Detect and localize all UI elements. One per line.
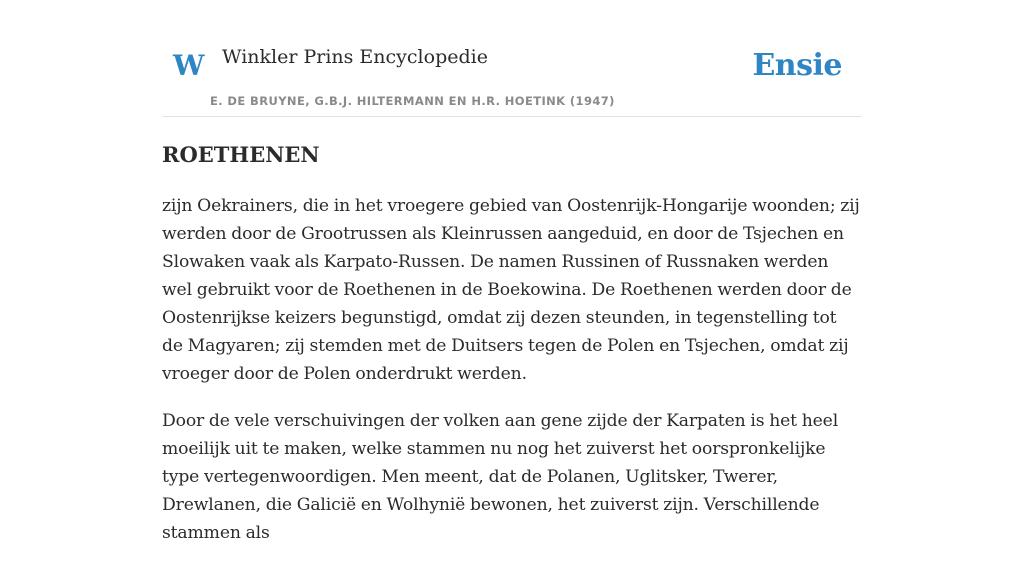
source-authors: E. DE BRUYNE, G.B.J. HILTERMANN EN H.R. HOETINK (1947) xyxy=(210,94,615,108)
entry-title: ROETHENEN xyxy=(162,142,320,167)
ensie-logo[interactable]: Ensie xyxy=(752,48,842,83)
source-logo-icon: W xyxy=(173,49,205,82)
source-title[interactable]: Winkler Prins Encyclopedie xyxy=(222,46,488,68)
entry-paragraph: Door de vele verschuivingen der volken aan gene zijde der Karpaten is het heel moeilijk uit te maken, welke stammen nu nog het zuiverst het oorspronkelijke type vertegenwoordigen. Men meent, dat de Polanen, Uglitsker, Twerer, Drewlanen, die Galicië en Wolhynië bewonen, het zuiverst zijn. Verschillende stammen als xyxy=(162,411,839,543)
document-page xyxy=(162,0,862,543)
entry-content xyxy=(162,192,862,566)
source-header xyxy=(162,0,862,117)
entry-paragraph: zijn Oekrainers, die in het vroegere gebied van Oostenrijk-Hongarije woonden; zij werden door de Grootrussen als Kleinrussen aangeduid, en door de Tsjechen en Slowaken vaak als Karpato-Russen. De namen Russinen of Russnaken werden wel gebruikt voor de Roethenen in de Boekowina. De Roethenen werden door de Oostenrijkse keizers begunstigd, omdat zij dezen steunden, in tegenstelling tot de Magyaren; zij stemden met de Duitsers tegen de Polen en Tsjechen, omdat zij vroeger door de Polen onderdrukt werden. xyxy=(162,196,860,384)
